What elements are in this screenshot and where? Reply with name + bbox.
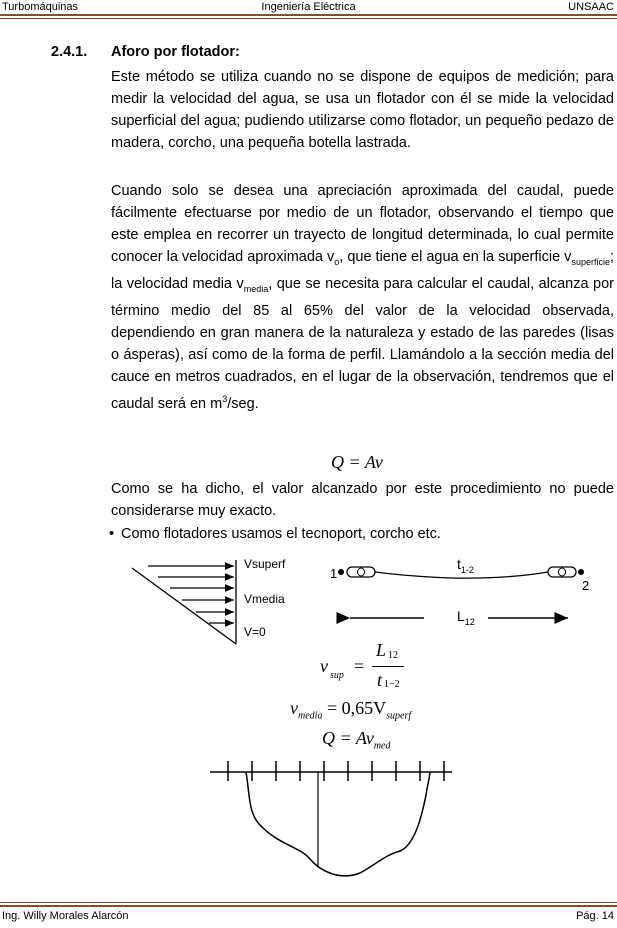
section-title: Aforo por flotador: bbox=[111, 44, 240, 60]
label-v0: V=0 bbox=[244, 625, 266, 639]
footer-rule-thin bbox=[0, 902, 617, 903]
p2-part1: Cuando solo se desea una apreciación aproximada del caudal, puede fácilmente efectuarse por medio de un flotador, observando el tiempo que este emplea en recorrer un trayecto de longitud determinada, lo cual permite conocer la velocidad aproximada v bbox=[111, 183, 614, 265]
bullet-text: Como flotadores usamos el tecnoport, corcho etc. bbox=[121, 526, 441, 542]
p2-part2: , que tiene el agua en la superficie v bbox=[339, 249, 572, 265]
point-1-icon bbox=[338, 569, 344, 575]
p2-part5: /seg. bbox=[227, 395, 259, 412]
bullet-dot-icon: • bbox=[109, 526, 115, 542]
section-number: 2.4.1. bbox=[51, 44, 88, 60]
p2-part4: , que se necesita para calcular el caudal, alcanza por término medio del 85 al 65% del valor de la velocidad observada, dependiendo en gran manera de la naturaleza y estado de las paredes (lisas o ásperas), así como de la forma de perfil. Llamándolo a la sección media del cauce en metros cuadrados, en el lugar de la observación, tendremos que el caudal será en m bbox=[111, 275, 614, 412]
label-t12: $t_{1-2}$ bbox=[457, 556, 474, 575]
channel-cross-section-figure bbox=[210, 755, 455, 890]
label-l12: $L_{12}$ bbox=[457, 608, 475, 627]
header-rule-thick bbox=[0, 14, 617, 16]
formula-vmedia: $v_{media} = 0,65V_{superf}$ bbox=[290, 698, 412, 722]
label-vmedia: Vmedia bbox=[244, 592, 285, 606]
equation-q-av: Q = Av bbox=[331, 452, 383, 472]
p2-sub-o: o bbox=[334, 256, 340, 267]
channel-bed-outline bbox=[246, 772, 430, 876]
float-trajectory-figure bbox=[320, 552, 600, 637]
bullet-item bbox=[109, 523, 441, 545]
p2-part3: ; la velocidad media v bbox=[111, 249, 614, 292]
velocity-profile-figure bbox=[120, 552, 320, 657]
p2-sup-3: 3 bbox=[222, 393, 228, 404]
header-department: Ingeniería Eléctrica bbox=[261, 1, 356, 13]
paragraph-3: Como se ha dicho, el valor alcanzado por este procedimiento no puede considerarse muy exacto. bbox=[111, 481, 614, 519]
paragraph-2 bbox=[111, 180, 614, 415]
page-header bbox=[0, 0, 617, 14]
profile-diagonal-line bbox=[132, 568, 236, 644]
point-2-icon bbox=[578, 569, 584, 575]
label-point-2: 2 bbox=[582, 578, 590, 593]
section-heading bbox=[51, 44, 240, 60]
label-vsuperf: Vsuperf bbox=[244, 557, 286, 571]
paragraph-1: Este método se utiliza cuando no se dispone de equipos de medición; para medir la velocidad del agua, se usa un flotador con él se mide la velocidad superficial del agua; pudiendo utilizarse como flotador, un pequeño pedazo de madera, corcho, una pequeña botella lastrada. bbox=[111, 69, 614, 151]
p2-sub-superficie: superficie bbox=[571, 256, 610, 267]
label-point-1: 1 bbox=[330, 566, 338, 581]
footer-page-number: Pág. 14 bbox=[576, 910, 614, 922]
header-course: Turbomáquinas bbox=[2, 1, 79, 13]
p2-sub-media: media bbox=[243, 283, 269, 294]
footer-rule-thick bbox=[0, 905, 617, 907]
tick-marks bbox=[228, 761, 444, 781]
formula-vsup: v sup = L 12 t 1−2 bbox=[320, 642, 440, 694]
velocity-profile-svg bbox=[120, 552, 320, 652]
formula-q-avmed: $Q = Av_{med}$ bbox=[322, 728, 391, 752]
header-rule-thin bbox=[0, 18, 617, 19]
cross-section-svg bbox=[210, 755, 455, 885]
header-university: UNSAAC bbox=[568, 1, 614, 13]
footer-author: Ing. Willy Morales Alarcón bbox=[2, 910, 129, 922]
